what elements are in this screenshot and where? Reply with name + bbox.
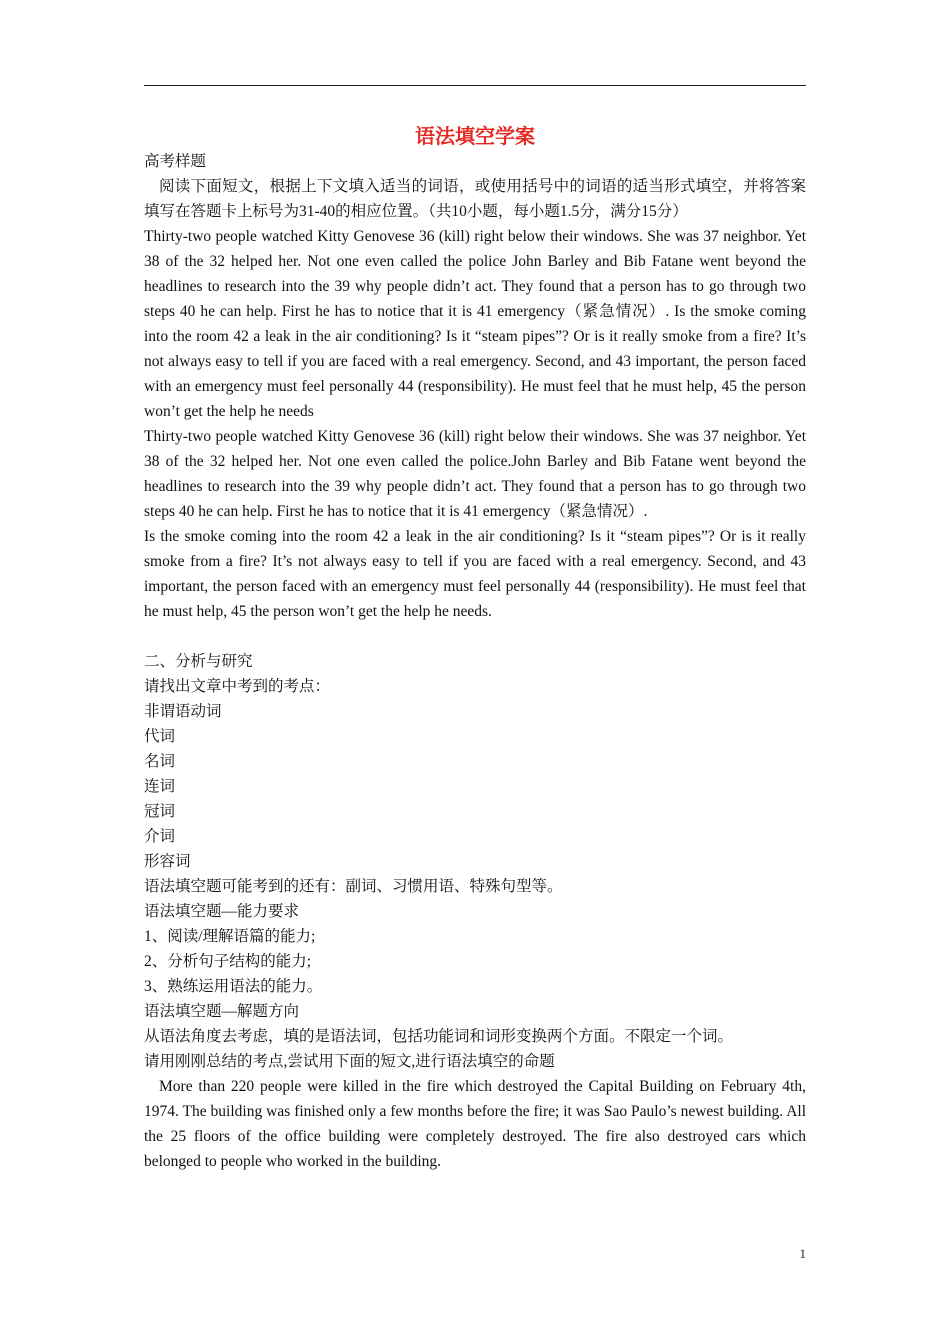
- header-rule: [144, 85, 806, 86]
- passage-1: Thirty-two people watched Kitty Genovese 36 (kill) right below their windows. She was 37 neighbor. Yet 38 of the 32 helped her. Not one even called the police John Barley and Bib Fatane went beyond the headlines to research into the 39 why people didn’t act. They found that a person has to go through two steps 40 he can help. First he has to notice that it is 41 emergency（紧急情况）. Is the smoke coming into the room 42 a leak in the air conditioning? Is it “steam pipes”? Or is it really smoke from a fire? It’s not always easy to tell if you are faced with a real emergency. Second, and 43 important, the person faced with an emergency must feel personally 44 (responsibility). He must feel that he must help, 45 the person won’t get the help he needs: [144, 228, 806, 420]
- spacer: [144, 624, 806, 649]
- direction-text: 从语法角度去考虑，填的是语法词，包括功能词和词形变换两个方面。不限定一个词。: [144, 1028, 734, 1045]
- document-body: [144, 149, 806, 1174]
- passage-3: More than 220 people were killed in the fire which destroyed the Capital Building on February 4th, 1974. The building was finished only a few months before the fire; it was Sao Paulo’s newest building. All the 25 floors of the office building were completely destroyed. The fire also destroyed cars which belonged to people who worked in the building.: [144, 1078, 806, 1170]
- point-item: 代词: [144, 728, 176, 745]
- ability-item: 1、阅读/理解语篇的能力;: [144, 928, 316, 945]
- find-points-prompt: 请找出文章中考到的考点：: [144, 678, 331, 695]
- ability-item: 3、熟练运用语法的能力。: [144, 978, 323, 995]
- section-heading: 二、分析与研究: [144, 653, 253, 670]
- sample-heading: 高考样题: [144, 153, 207, 170]
- point-item: 非谓语动词: [144, 703, 222, 720]
- passage-2b: Is the smoke coming into the room 42 a leak in the air conditioning? Is it “steam pipes”? Or is it really smoke from a fire? It’s not always easy to tell if you are faced with a real emergency. Second, and 43 important, the person faced with an emergency must feel personally 44 (responsibility). He must feel that he must help, 45 the person won’t get the help he needs.: [144, 528, 806, 620]
- point-item: 介词: [144, 828, 176, 845]
- instructions: 阅读下面短文，根据上下文填入适当的词语，或使用括号中的词语的适当形式填空，并将答案填写在答题卡上标号为31-40的相应位置。（共10小题，每小题1.5分，满分15分）: [144, 178, 806, 220]
- task-prompt: 请用刚刚总结的考点,尝试用下面的短文,进行语法填空的命题: [144, 1053, 555, 1070]
- passage-2a: Thirty-two people watched Kitty Genovese 36 (kill) right below their windows. She was 37 neighbor. Yet 38 of the 32 helped her. Not one even called the police.John Barley and Bib Fatane went beyond the headlines to research into the 39 why people didn’t act. They found that a person has to go through two steps 40 he can help. First he has to notice that it is 41 emergency（紧急情况）.: [144, 428, 806, 520]
- direction-heading: 语法填空题—解题方向: [144, 1003, 300, 1020]
- ability-item: 2、分析句子结构的能力;: [144, 953, 312, 970]
- page-title: 语法填空学案: [415, 126, 535, 148]
- ability-heading: 语法填空题—能力要求: [144, 903, 300, 920]
- point-item: 形容词: [144, 853, 191, 870]
- point-item: 连词: [144, 778, 176, 795]
- page-number: 1: [799, 1246, 806, 1261]
- point-item: 名词: [144, 753, 176, 770]
- other-points: 语法填空题可能考到的还有：副词、习惯用语、特殊句型等。: [144, 878, 563, 895]
- point-item: 冠词: [144, 803, 176, 820]
